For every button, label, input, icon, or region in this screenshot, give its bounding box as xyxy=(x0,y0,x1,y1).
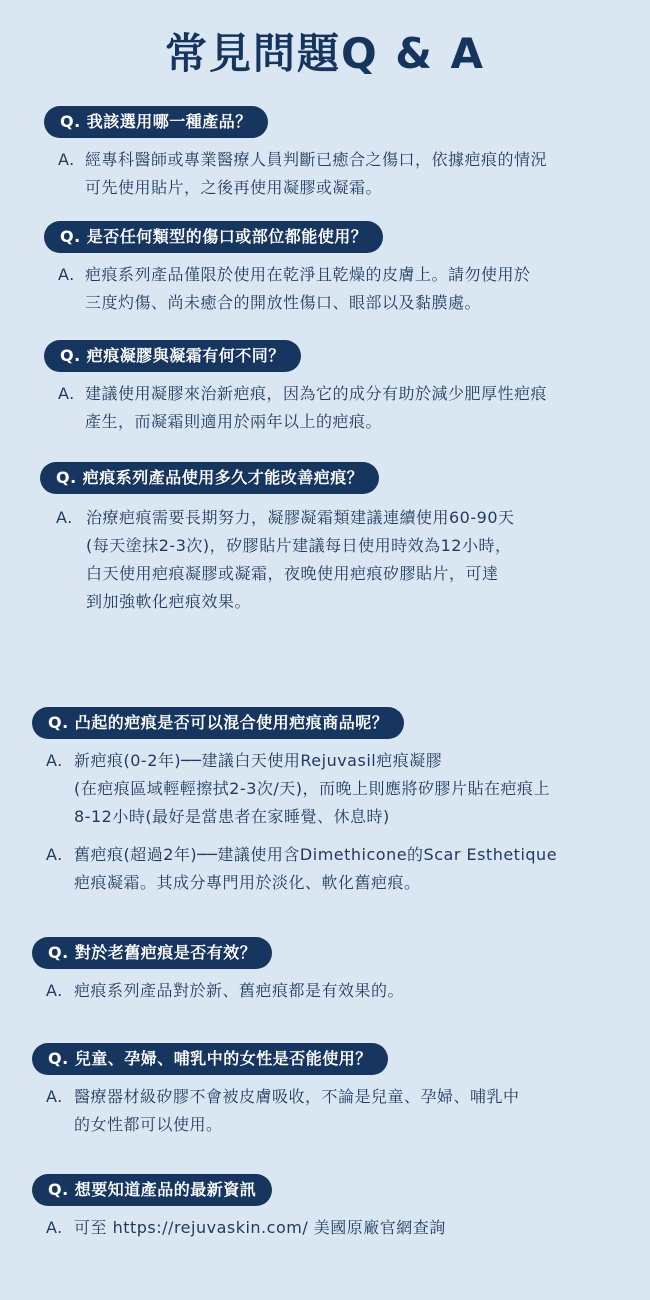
answer-prefix: A. xyxy=(58,265,75,284)
answer-block xyxy=(46,841,650,897)
answer-line: 可至 https://rejuvaskin.com/ 美國原廠官網查詢 xyxy=(74,1218,446,1237)
qa-item xyxy=(0,1043,650,1139)
answer-block xyxy=(46,977,650,1005)
answer-line: 舊疤痕(超過2年)──建議使用含Dimethicone的Scar Esthetique xyxy=(74,845,558,864)
answer-block xyxy=(58,261,650,317)
answer-line: 醫療器材級矽膠不會被皮膚吸收，不論是兒童、孕婦、哺乳中 xyxy=(74,1087,520,1106)
answer-line: (每天塗抹2-3次)，矽膠貼片建議每日使用時效為12小時， xyxy=(86,536,512,555)
qa-item xyxy=(0,340,650,436)
question-label: Q. 兒童、孕婦、哺乳中的女性是否能使用？ xyxy=(32,1043,388,1075)
answer-line: 經專科醫師或專業醫療人員判斷已癒合之傷口，依據疤痕的情況 xyxy=(85,150,548,169)
answer-line: 三度灼傷、尚未癒合的開放性傷口、眼部以及黏膜處。 xyxy=(85,293,482,312)
answer-prefix: A. xyxy=(58,150,75,169)
answer-line: 治療疤痕需要長期努力，凝膠凝霜類建議連續使用60-90天 xyxy=(86,508,515,527)
answer-line: 的女性都可以使用。 xyxy=(74,1115,223,1134)
qa-item xyxy=(0,707,650,897)
qa-item xyxy=(0,106,650,202)
question-label: Q. 疤痕凝膠與凝霜有何不同？ xyxy=(44,340,301,372)
answer-line: 新疤痕(0-2年)──建議白天使用Rejuvasil疤痕凝膠 xyxy=(74,751,443,770)
answer-line: 8-12小時(最好是當患者在家睡覺、休息時) xyxy=(74,807,390,826)
answer-prefix: A. xyxy=(58,384,75,403)
answer-block xyxy=(56,504,650,616)
answer-block xyxy=(46,1214,650,1242)
answer-line: 建議使用凝膠來治新疤痕，因為它的成分有助於減少肥厚性疤痕 xyxy=(85,384,548,403)
qa-item xyxy=(0,937,650,1005)
answer-block xyxy=(58,380,650,436)
answer-prefix: A. xyxy=(46,1087,63,1106)
answer-line: 疤痕系列產品對於新、舊疤痕都是有效果的。 xyxy=(74,981,405,1000)
answer-prefix: A. xyxy=(56,508,73,527)
qa-item xyxy=(0,462,650,616)
answer-line: 到加強軟化疤痕效果。 xyxy=(86,592,252,611)
answer-block xyxy=(58,146,650,202)
answer-block xyxy=(46,1083,650,1139)
page-title: 常見問題Q & A xyxy=(164,29,486,78)
qa-item xyxy=(0,221,650,317)
question-label: Q. 是否任何類型的傷口或部位都能使用？ xyxy=(44,221,383,253)
answer-line: 疤痕系列產品僅限於使用在乾淨且乾燥的皮膚上。請勿使用於 xyxy=(85,265,531,284)
answer-prefix: A. xyxy=(46,845,63,864)
question-label: Q. 對於老舊疤痕是否有效？ xyxy=(32,937,272,969)
answer-prefix: A. xyxy=(46,981,63,1000)
question-label: Q. 凸起的疤痕是否可以混合使用疤痕商品呢？ xyxy=(32,707,404,739)
answer-block xyxy=(46,747,650,831)
answer-line: (在疤痕區域輕輕擦拭2-3次/天)，而晚上則應將矽膠片貼在疤痕上 xyxy=(74,779,551,798)
answer-line: 白天使用疤痕凝膠或凝霜，夜晚使用疤痕矽膠貼片，可達 xyxy=(86,564,499,583)
qa-item xyxy=(0,1174,650,1242)
answer-prefix: A. xyxy=(46,751,63,770)
answer-line: 產生，而凝霜則適用於兩年以上的疤痕。 xyxy=(85,412,383,431)
question-label: Q. 疤痕系列產品使用多久才能改善疤痕？ xyxy=(40,462,379,494)
answer-line: 可先使用貼片，之後再使用凝膠或凝霜。 xyxy=(85,178,383,197)
question-label: Q. 我該選用哪一種產品？ xyxy=(44,106,268,138)
answer-prefix: A. xyxy=(46,1218,63,1237)
answer-line: 疤痕凝霜。其成分專門用於淡化、軟化舊疤痕。 xyxy=(74,873,421,892)
question-label: Q. 想要知道產品的最新資訊 xyxy=(32,1174,272,1206)
